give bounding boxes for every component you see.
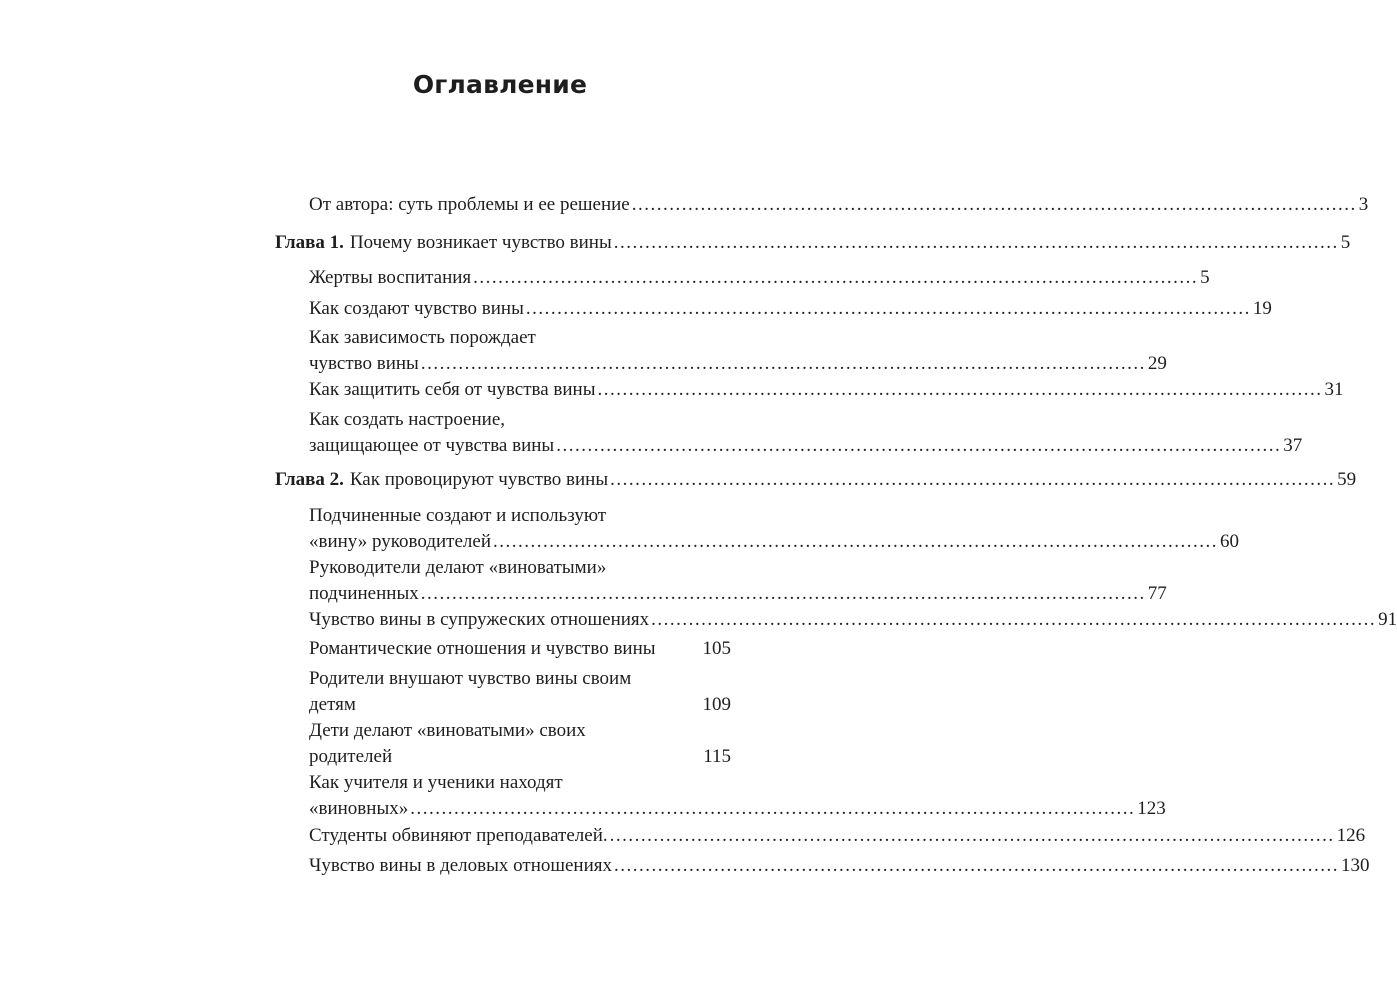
entry-title-line: Чувство вины в деловых отношениях [309,855,613,876]
entry-title-line: Подчиненные создают и используют [309,505,607,526]
dot-leader: .................................................................................................................... [420,353,1146,374]
page-number: 29 [1147,353,1167,374]
entry-title-line: От автора: суть проблемы и ее решение [309,194,630,215]
page-number: 123 [1137,798,1166,819]
dot-leader: .................................................................................................................... [609,825,1335,846]
page-number: 31 [1324,379,1344,400]
entry-title-line: Руководители делают «виноватыми» [309,557,607,578]
entry-title-line: Чувство вины в супружеских отношениях [309,609,650,630]
page-number: 59 [1337,469,1357,490]
page-number: 19 [1252,298,1272,319]
page-number: 91 [1378,609,1397,630]
dot-leader: .................................................................................................................... [525,298,1251,319]
page-number: 130 [1341,855,1370,876]
page-number: 5 [1200,267,1210,288]
entry-title-line: Дети делают «виноватыми» своих [309,720,586,741]
dot-leader: .................................................................................................................... [610,469,1336,490]
page-title: Оглавление [412,70,588,99]
entry-title-line: подчиненных [309,583,419,604]
chapter-label: Глава 2. [275,469,344,490]
dot-leader: .................................................................................................................... [613,232,1339,253]
page-number: 105 [702,638,731,659]
entry-title-line: чувство вины [309,353,419,374]
dot-leader: .................................................................................................................... [420,583,1146,604]
entry-title-line: детям [309,694,356,715]
page-number: 3 [1358,194,1369,215]
dot-leader: .................................................................................................................... [631,194,1357,215]
entry-title-line: Романтические отношения и чувство вины [309,638,656,659]
page-number: 37 [1283,435,1303,456]
entry-title-line: Как провоцируют чувство вины [349,469,609,490]
page-number: 5 [1340,232,1351,253]
entry-title-line: Как создать настроение, [309,409,506,430]
entry-title-line: Студенты обвиняют преподавателей. [309,825,608,846]
entry-title-line: «виновных» [309,798,409,819]
entry-title-line: родителей [309,746,393,767]
page-number: 115 [703,746,731,767]
entry-title-line: «вину» руководителей [309,531,491,552]
page-number: 126 [1336,825,1366,846]
dot-leader: .................................................................................................................... [473,267,1199,288]
page-number: 60 [1220,531,1239,552]
page-number: 77 [1147,583,1167,604]
dot-leader: .................................................................................................................... [651,609,1377,630]
entry-title-line: Почему возникает чувство вины [349,232,612,253]
dot-leader: .................................................................................................................... [493,531,1218,552]
entry-title-line: Как защитить себя от чувства вины [309,379,596,400]
entry-title-line: Как зависимость порождает [309,327,536,348]
dot-leader: .................................................................................................................... [556,435,1282,456]
chapter-label: Глава 1. [275,232,344,253]
dot-leader: .................................................................................................................... [410,798,1136,819]
entry-title-line: Родители внушают чувство вины своим [309,668,632,689]
entry-title-line: Как создают чувство вины [309,298,524,319]
entry-title-line: Как учителя и ученики находят [309,772,563,793]
dot-leader: .................................................................................................................... [597,379,1323,400]
page-number: 109 [702,694,731,715]
dot-leader: .................................................................................................................... [614,855,1340,876]
entry-title-line: защищающее от чувства вины [309,435,555,456]
entry-title-line: Жертвы воспитания [309,267,472,288]
